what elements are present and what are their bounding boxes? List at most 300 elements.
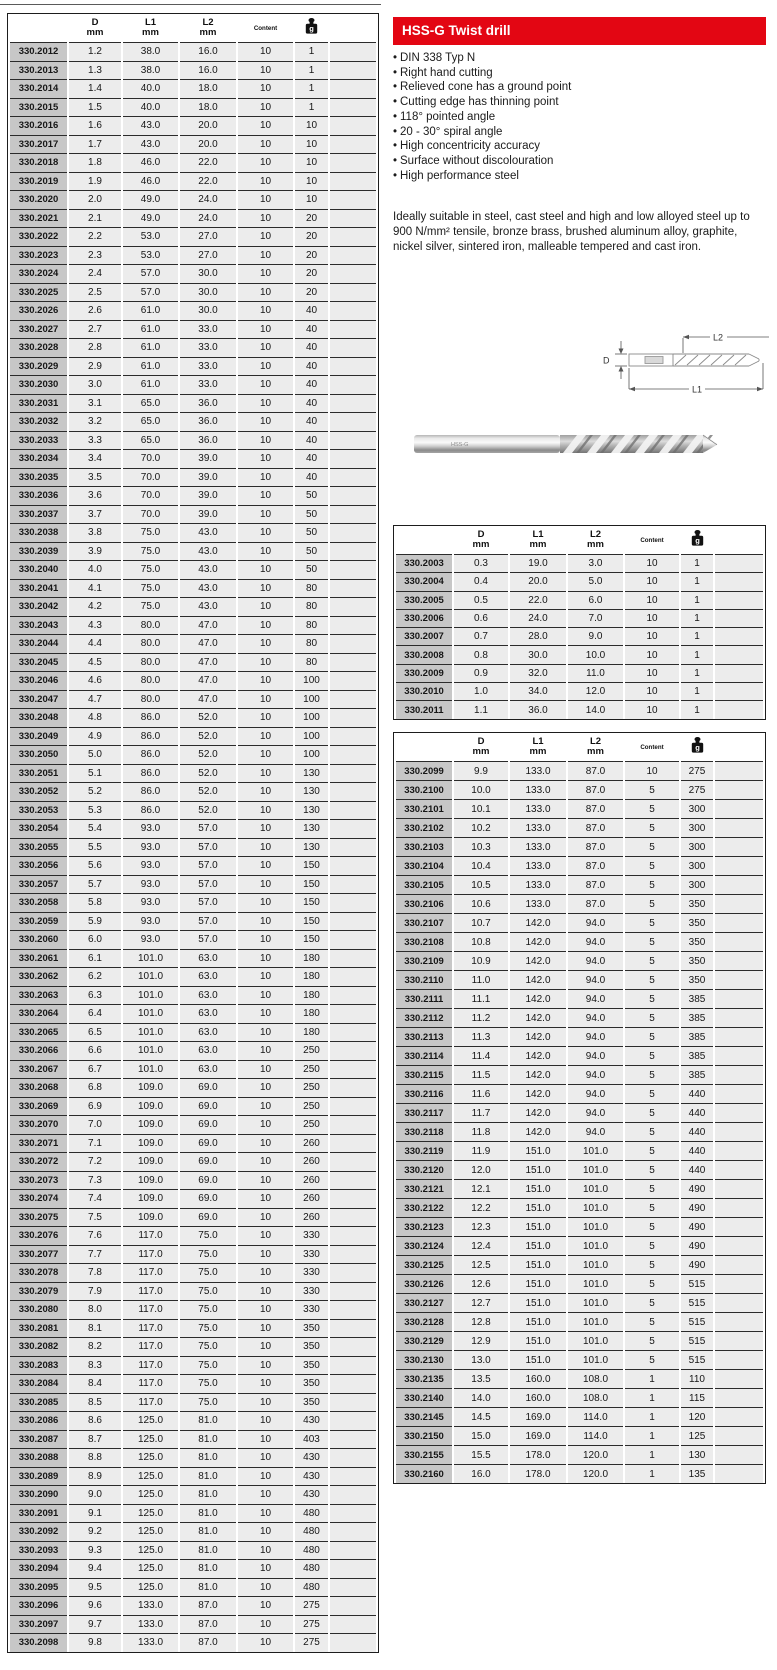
value-cell: 330: [295, 1226, 328, 1245]
value-cell: 350: [295, 1356, 328, 1375]
empty-cell: [330, 357, 376, 376]
empty-cell: [330, 801, 376, 820]
value-cell: 12.0: [454, 1160, 508, 1179]
value-cell: 2.9: [69, 357, 121, 376]
article-number-cell: 330.2130: [396, 1350, 452, 1369]
value-cell: 57.0: [180, 838, 236, 857]
value-cell: 117.0: [123, 1374, 178, 1393]
value-cell: 81.0: [180, 1522, 236, 1541]
value-cell: 52.0: [180, 745, 236, 764]
value-cell: 53.0: [123, 246, 178, 265]
empty-column-header: [330, 14, 376, 42]
value-cell: 65.0: [123, 412, 178, 431]
value-cell: 515: [681, 1350, 713, 1369]
empty-cell: [330, 1041, 376, 1060]
value-cell: 5: [625, 1331, 679, 1350]
value-cell: 109.0: [123, 1134, 178, 1153]
value-cell: 430: [295, 1448, 328, 1467]
value-cell: 515: [681, 1312, 713, 1331]
value-cell: 80.0: [123, 634, 178, 653]
feature-item: • 20 - 30° spiral angle: [393, 125, 503, 138]
table-row: [396, 856, 763, 875]
value-cell: 430: [295, 1411, 328, 1430]
table-row: [396, 1331, 763, 1350]
value-cell: 49.0: [123, 209, 178, 228]
value-cell: 10: [238, 1448, 293, 1467]
article-number-cell: 330.2028: [10, 338, 67, 357]
value-cell: 75.0: [180, 1393, 236, 1412]
empty-cell: [330, 1578, 376, 1597]
value-cell: 0.9: [454, 664, 508, 682]
table-row: [10, 782, 376, 801]
value-cell: 10: [625, 627, 679, 645]
value-cell: 169.0: [510, 1426, 566, 1445]
value-cell: 5: [625, 951, 679, 970]
col-header-d: D mm: [472, 736, 490, 757]
value-cell: 3.0: [69, 375, 121, 394]
value-cell: 5.8: [69, 893, 121, 912]
main-spec-table: [7, 13, 379, 1653]
value-cell: 133.0: [123, 1596, 178, 1615]
value-cell: 11.0: [454, 970, 508, 989]
value-cell: 142.0: [510, 1122, 566, 1141]
empty-cell: [715, 818, 763, 837]
table-row: [10, 1097, 376, 1116]
value-cell: 81.0: [180, 1541, 236, 1560]
value-cell: 33.0: [180, 320, 236, 339]
value-cell: 10: [238, 375, 293, 394]
empty-cell: [715, 1027, 763, 1046]
article-number-cell: 330.2126: [396, 1274, 452, 1293]
value-cell: 1: [625, 1464, 679, 1483]
value-cell: 10.0: [454, 780, 508, 799]
table-row: [396, 682, 763, 700]
table-row: [10, 1559, 376, 1578]
value-cell: 101.0: [568, 1331, 623, 1350]
empty-cell: [330, 1004, 376, 1023]
empty-cell: [330, 135, 376, 154]
empty-cell: [330, 394, 376, 413]
value-cell: 260: [295, 1152, 328, 1171]
article-number-cell: 330.2079: [10, 1282, 67, 1301]
article-number-cell: 330.2063: [10, 986, 67, 1005]
empty-cell: [715, 645, 763, 663]
empty-cell: [330, 98, 376, 117]
value-cell: 142.0: [510, 1084, 566, 1103]
value-cell: 385: [681, 1046, 713, 1065]
value-cell: 178.0: [510, 1445, 566, 1464]
value-cell: 330: [295, 1245, 328, 1264]
article-number-cell: 330.2017: [10, 135, 67, 154]
value-cell: 10: [238, 949, 293, 968]
article-number-cell: 330.2039: [10, 542, 67, 561]
value-cell: 69.0: [180, 1171, 236, 1190]
table-row: [10, 1245, 376, 1264]
table-row: [396, 1160, 763, 1179]
article-number-cell: 330.2069: [10, 1097, 67, 1116]
value-cell: 117.0: [123, 1356, 178, 1375]
value-cell: 5.7: [69, 875, 121, 894]
value-cell: 10: [238, 912, 293, 931]
value-cell: 7.4: [69, 1189, 121, 1208]
value-cell: 109.0: [123, 1189, 178, 1208]
value-cell: 18.0: [180, 79, 236, 98]
article-number-cell: 330.2078: [10, 1263, 67, 1282]
value-cell: 5: [625, 894, 679, 913]
empty-cell: [715, 989, 763, 1008]
value-cell: 10: [238, 1541, 293, 1560]
value-cell: 65.0: [123, 394, 178, 413]
empty-cell: [330, 1522, 376, 1541]
value-cell: 1: [681, 609, 713, 627]
value-cell: 86.0: [123, 782, 178, 801]
value-cell: 2.8: [69, 338, 121, 357]
value-cell: 440: [681, 1122, 713, 1141]
value-cell: 50: [295, 486, 328, 505]
value-cell: 36.0: [510, 700, 566, 718]
value-cell: 6.0: [568, 591, 623, 609]
value-cell: 94.0: [568, 913, 623, 932]
value-cell: 125.0: [123, 1448, 178, 1467]
value-cell: 10: [625, 682, 679, 700]
value-cell: 0.4: [454, 572, 508, 590]
table-row: [10, 1078, 376, 1097]
large-spec-table: [393, 732, 766, 1484]
feature-item: • DIN 338 Typ N: [393, 52, 476, 64]
empty-cell: [330, 523, 376, 542]
table-row: [10, 42, 376, 61]
empty-cell: [715, 1198, 763, 1217]
table-row: [10, 61, 376, 80]
article-number-cell: 330.2155: [396, 1445, 452, 1464]
table-row: [10, 986, 376, 1005]
value-cell: 260: [295, 1189, 328, 1208]
value-cell: 1.6: [69, 116, 121, 135]
value-cell: 350: [681, 913, 713, 932]
value-cell: 142.0: [510, 970, 566, 989]
value-cell: 10: [625, 572, 679, 590]
value-cell: 6.3: [69, 986, 121, 1005]
article-number-cell: 330.2015: [10, 98, 67, 117]
empty-cell: [330, 1467, 376, 1486]
value-cell: 100: [295, 708, 328, 727]
value-cell: 93.0: [123, 838, 178, 857]
article-number-cell: 330.2140: [396, 1388, 452, 1407]
table-row: [10, 1411, 376, 1430]
value-cell: 93.0: [123, 819, 178, 838]
value-cell: 490: [681, 1217, 713, 1236]
value-cell: 403: [295, 1430, 328, 1449]
value-cell: 1: [681, 554, 713, 572]
value-cell: 10: [238, 449, 293, 468]
value-cell: 151.0: [510, 1160, 566, 1179]
value-cell: 93.0: [123, 893, 178, 912]
value-cell: 47.0: [180, 616, 236, 635]
empty-cell: [715, 970, 763, 989]
value-cell: 10: [238, 967, 293, 986]
value-cell: 38.0: [123, 61, 178, 80]
value-cell: 75.0: [180, 1374, 236, 1393]
value-cell: 250: [295, 1060, 328, 1079]
value-cell: 109.0: [123, 1097, 178, 1116]
table-row: [10, 764, 376, 783]
value-cell: 10: [238, 79, 293, 98]
value-cell: 10: [238, 930, 293, 949]
table-row: [10, 1596, 376, 1615]
article-number-cell: 330.2045: [10, 653, 67, 672]
value-cell: 5: [625, 1198, 679, 1217]
article-number-cell: 330.2160: [396, 1464, 452, 1483]
value-cell: 142.0: [510, 1103, 566, 1122]
table-row: [396, 818, 763, 837]
value-cell: 142.0: [510, 1046, 566, 1065]
value-cell: 109.0: [123, 1208, 178, 1227]
table-row: [10, 1060, 376, 1079]
table-row: [10, 838, 376, 857]
value-cell: 5: [625, 856, 679, 875]
empty-cell: [330, 449, 376, 468]
article-number-cell: 330.2007: [396, 627, 452, 645]
value-cell: 9.3: [69, 1541, 121, 1560]
value-cell: 1.4: [69, 79, 121, 98]
table-row: [396, 1274, 763, 1293]
table-row: [10, 875, 376, 894]
value-cell: 10.6: [454, 894, 508, 913]
table-row: [10, 801, 376, 820]
value-cell: 5.9: [69, 912, 121, 931]
value-cell: 101.0: [568, 1141, 623, 1160]
value-cell: 9.7: [69, 1615, 121, 1634]
empty-cell: [715, 700, 763, 718]
value-cell: 0.6: [454, 609, 508, 627]
table-row: [396, 1369, 763, 1388]
table-row: [10, 116, 376, 135]
article-number-cell: 330.2054: [10, 819, 67, 838]
table-row: [10, 1467, 376, 1486]
feature-item: • Right hand cutting: [393, 66, 493, 79]
article-number-cell: 330.2102: [396, 818, 452, 837]
table-row: [396, 1217, 763, 1236]
value-cell: 75.0: [123, 560, 178, 579]
value-cell: 115: [681, 1388, 713, 1407]
value-cell: 117.0: [123, 1337, 178, 1356]
empty-cell: [715, 799, 763, 818]
value-cell: 2.3: [69, 246, 121, 265]
value-cell: 80: [295, 634, 328, 653]
value-cell: 10: [238, 1060, 293, 1079]
value-cell: 133.0: [510, 894, 566, 913]
value-cell: 10: [238, 431, 293, 450]
value-cell: 10.7: [454, 913, 508, 932]
value-cell: 10.0: [568, 645, 623, 663]
value-cell: 20.0: [180, 135, 236, 154]
value-cell: 330: [295, 1300, 328, 1319]
value-cell: 275: [681, 780, 713, 799]
value-cell: 10: [238, 1152, 293, 1171]
empty-cell: [330, 930, 376, 949]
table-row: [396, 627, 763, 645]
table-row: [10, 412, 376, 431]
table-row: [10, 172, 376, 191]
empty-cell: [330, 79, 376, 98]
page-title: HSS-G Twist drill: [402, 23, 511, 38]
value-cell: 133.0: [510, 780, 566, 799]
value-cell: 10: [625, 609, 679, 627]
value-cell: 69.0: [180, 1097, 236, 1116]
table-row: [10, 283, 376, 302]
empty-cell: [715, 1141, 763, 1160]
value-cell: 8.1: [69, 1319, 121, 1338]
empty-cell: [330, 1263, 376, 1282]
value-cell: 10: [238, 1337, 293, 1356]
table-row: [10, 320, 376, 339]
value-cell: 10: [238, 486, 293, 505]
value-cell: 10: [238, 1041, 293, 1060]
value-cell: 10: [238, 523, 293, 542]
value-cell: 350: [295, 1393, 328, 1412]
value-cell: 100: [295, 727, 328, 746]
empty-cell: [330, 1189, 376, 1208]
value-cell: 12.7: [454, 1293, 508, 1312]
table-row: [10, 190, 376, 209]
value-cell: 109.0: [123, 1078, 178, 1097]
value-cell: 142.0: [510, 951, 566, 970]
article-number-cell: 330.2103: [396, 837, 452, 856]
article-number-cell: 330.2058: [10, 893, 67, 912]
value-cell: 20.0: [510, 572, 566, 590]
article-number-cell: 330.2074: [10, 1189, 67, 1208]
value-cell: 1: [295, 79, 328, 98]
empty-cell: [715, 664, 763, 682]
empty-cell: [715, 572, 763, 590]
value-cell: 10: [238, 782, 293, 801]
value-cell: 10: [238, 1430, 293, 1449]
article-number-cell: 330.2046: [10, 671, 67, 690]
feature-item: • High concentricity accuracy: [393, 140, 540, 153]
article-number-cell: 330.2120: [396, 1160, 452, 1179]
article-number-cell: 330.2026: [10, 301, 67, 320]
table-row: [10, 1226, 376, 1245]
value-cell: 5: [625, 1046, 679, 1065]
value-cell: 350: [295, 1374, 328, 1393]
article-number-cell: 330.2053: [10, 801, 67, 820]
empty-cell: [330, 431, 376, 450]
value-cell: 5.4: [69, 819, 121, 838]
article-number-cell: 330.2086: [10, 1411, 67, 1430]
value-cell: 8.2: [69, 1337, 121, 1356]
value-cell: 1: [625, 1388, 679, 1407]
value-cell: 515: [681, 1331, 713, 1350]
empty-cell: [715, 682, 763, 700]
table-row: [396, 645, 763, 663]
value-cell: 10: [238, 838, 293, 857]
value-cell: 10: [238, 1522, 293, 1541]
table-row: [10, 135, 376, 154]
value-cell: 10: [238, 283, 293, 302]
value-cell: 151.0: [510, 1179, 566, 1198]
value-cell: 75.0: [180, 1300, 236, 1319]
value-cell: 24.0: [510, 609, 566, 627]
value-cell: 10: [238, 1097, 293, 1116]
value-cell: 109.0: [123, 1152, 178, 1171]
empty-cell: [715, 1046, 763, 1065]
table-row: [10, 560, 376, 579]
article-number-cell: 330.2065: [10, 1023, 67, 1042]
empty-cell: [330, 1615, 376, 1634]
table-row: [10, 394, 376, 413]
article-number-cell: 330.2097: [10, 1615, 67, 1634]
value-cell: 0.5: [454, 591, 508, 609]
article-number-cell: 330.2052: [10, 782, 67, 801]
table-row: [10, 153, 376, 172]
value-cell: 180: [295, 967, 328, 986]
value-cell: 260: [295, 1134, 328, 1153]
empty-cell: [330, 542, 376, 561]
value-cell: 5: [625, 1274, 679, 1293]
value-cell: 130: [295, 819, 328, 838]
value-cell: 10: [238, 116, 293, 135]
article-number-cell: 330.2075: [10, 1208, 67, 1227]
value-cell: 6.1: [69, 949, 121, 968]
table-row: [396, 1312, 763, 1331]
value-cell: 180: [295, 949, 328, 968]
empty-cell: [330, 190, 376, 209]
value-cell: 4.2: [69, 597, 121, 616]
article-number-cell: 330.2098: [10, 1633, 67, 1652]
table-row: [10, 486, 376, 505]
value-cell: 87.0: [568, 761, 623, 780]
article-number-cell: 330.2019: [10, 172, 67, 191]
feature-list: [393, 51, 766, 183]
value-cell: 10: [238, 246, 293, 265]
value-cell: 151.0: [510, 1236, 566, 1255]
value-cell: 8.0: [69, 1300, 121, 1319]
empty-cell: [715, 1293, 763, 1312]
value-cell: 133.0: [510, 761, 566, 780]
table-row: [396, 875, 763, 894]
value-cell: 5.0: [568, 572, 623, 590]
value-cell: 81.0: [180, 1448, 236, 1467]
value-cell: 5.1: [69, 764, 121, 783]
empty-cell: [330, 727, 376, 746]
article-number-cell: 330.2040: [10, 560, 67, 579]
empty-cell: [330, 1411, 376, 1430]
table-row: [10, 523, 376, 542]
value-cell: 94.0: [568, 1103, 623, 1122]
value-cell: 1: [681, 645, 713, 663]
value-cell: 4.3: [69, 616, 121, 635]
value-cell: 0.3: [454, 554, 508, 572]
value-cell: 480: [295, 1522, 328, 1541]
value-cell: 12.1: [454, 1179, 508, 1198]
value-cell: 7.8: [69, 1263, 121, 1282]
value-cell: 57.0: [180, 875, 236, 894]
value-cell: 7.1: [69, 1134, 121, 1153]
feature-item: • High performance steel: [393, 169, 519, 182]
table-row: [10, 1171, 376, 1190]
value-cell: 440: [681, 1084, 713, 1103]
value-cell: 13.0: [454, 1350, 508, 1369]
value-cell: 70.0: [123, 449, 178, 468]
value-cell: 2.6: [69, 301, 121, 320]
value-cell: 5: [625, 1065, 679, 1084]
table-row: [396, 780, 763, 799]
empty-cell: [330, 172, 376, 191]
value-cell: 10: [238, 634, 293, 653]
value-cell: 101.0: [568, 1160, 623, 1179]
value-cell: 10.3: [454, 837, 508, 856]
col-header-l1: L1 mm: [529, 736, 547, 757]
